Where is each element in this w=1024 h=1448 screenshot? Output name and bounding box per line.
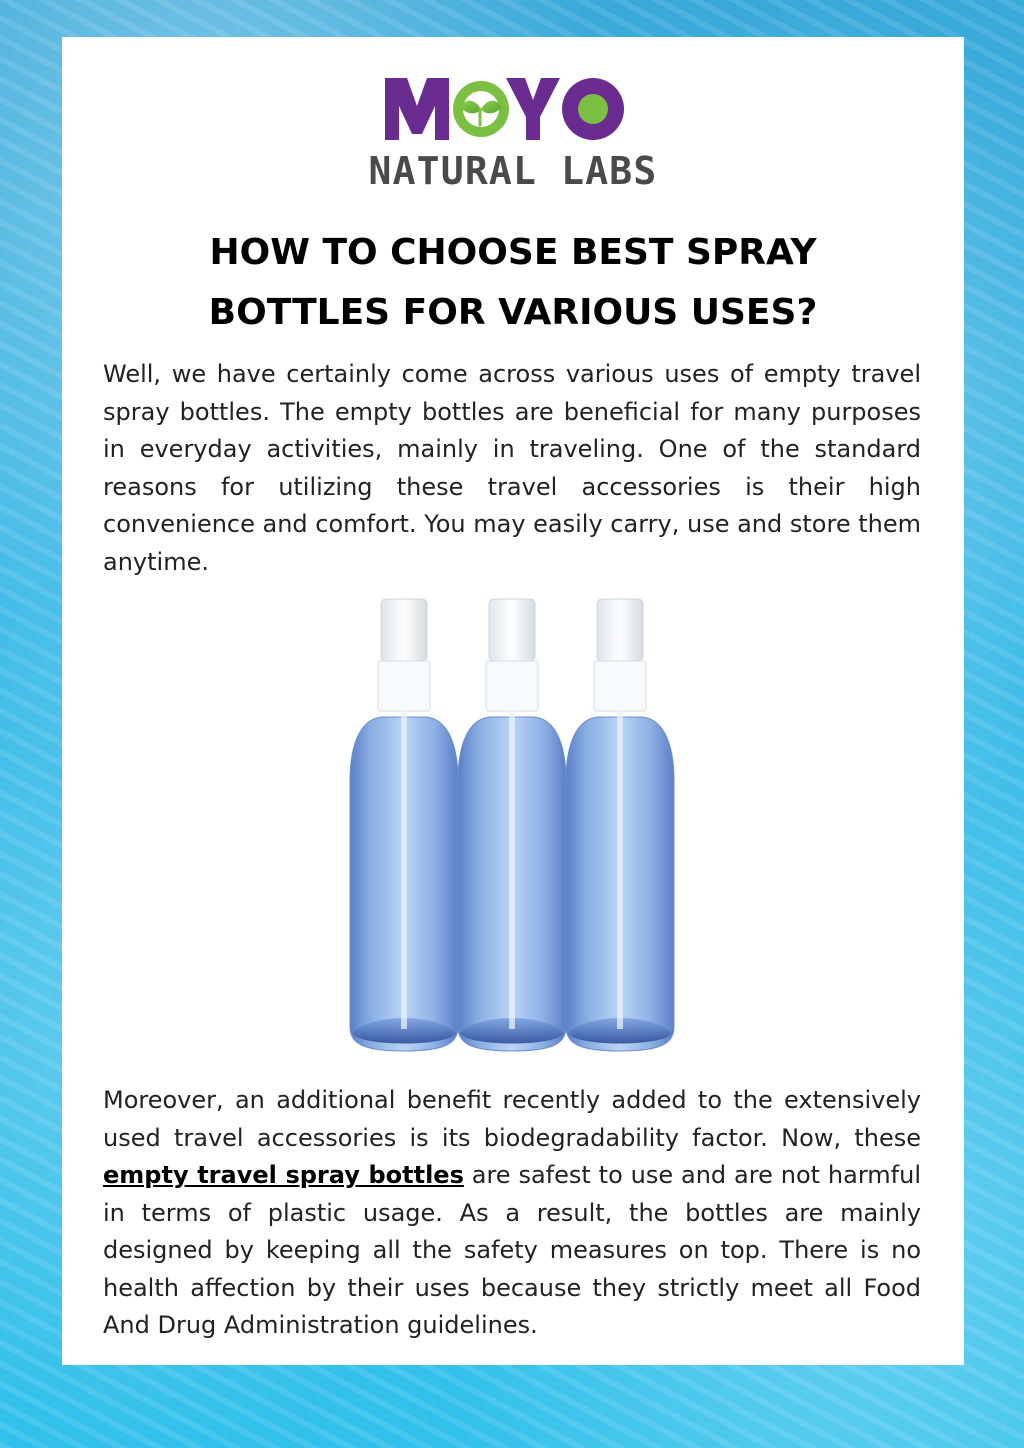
paragraph-text-before-link: Moreover, an additional benefit recently added to the extensively used travel accessories is its biodegradability factor. Now, these xyxy=(103,1086,921,1152)
article-title: HOW TO CHOOSE BEST SPRAY BOTTLES FOR VARIOUS USES? xyxy=(208,232,818,333)
bottle-right xyxy=(566,599,674,1051)
benefits-paragraph xyxy=(103,1082,921,1345)
document-page xyxy=(62,37,964,1365)
empty-travel-spray-bottles-link[interactable]: empty travel spray bottles xyxy=(103,1161,464,1189)
moyo-logo-icon xyxy=(368,72,658,194)
logo-subtitle: NATURAL LABS xyxy=(368,149,658,193)
paragraph-text-after-link: are safest to use and are not harmful in terms of plastic usage. As a result, the bottles are mainly designed by keeping all the safety measures on top. There is no health affection by their uses because they strictly meet all Food And Drug Administration guidelines. xyxy=(103,1161,921,1339)
bottle-middle xyxy=(458,599,566,1051)
brand-logo xyxy=(62,72,964,194)
spray-bottles-image xyxy=(332,589,692,1059)
intro-paragraph: Well, we have certainly come across various uses of empty travel spray bottles. The empty bottles are beneficial for many purposes in everyday activities, mainly in traveling. One of the standard reasons for utilizing these travel accessories is their high convenience and comfort. You may easily carry, use and store them anytime. xyxy=(103,360,921,576)
bottle-left xyxy=(350,599,458,1051)
